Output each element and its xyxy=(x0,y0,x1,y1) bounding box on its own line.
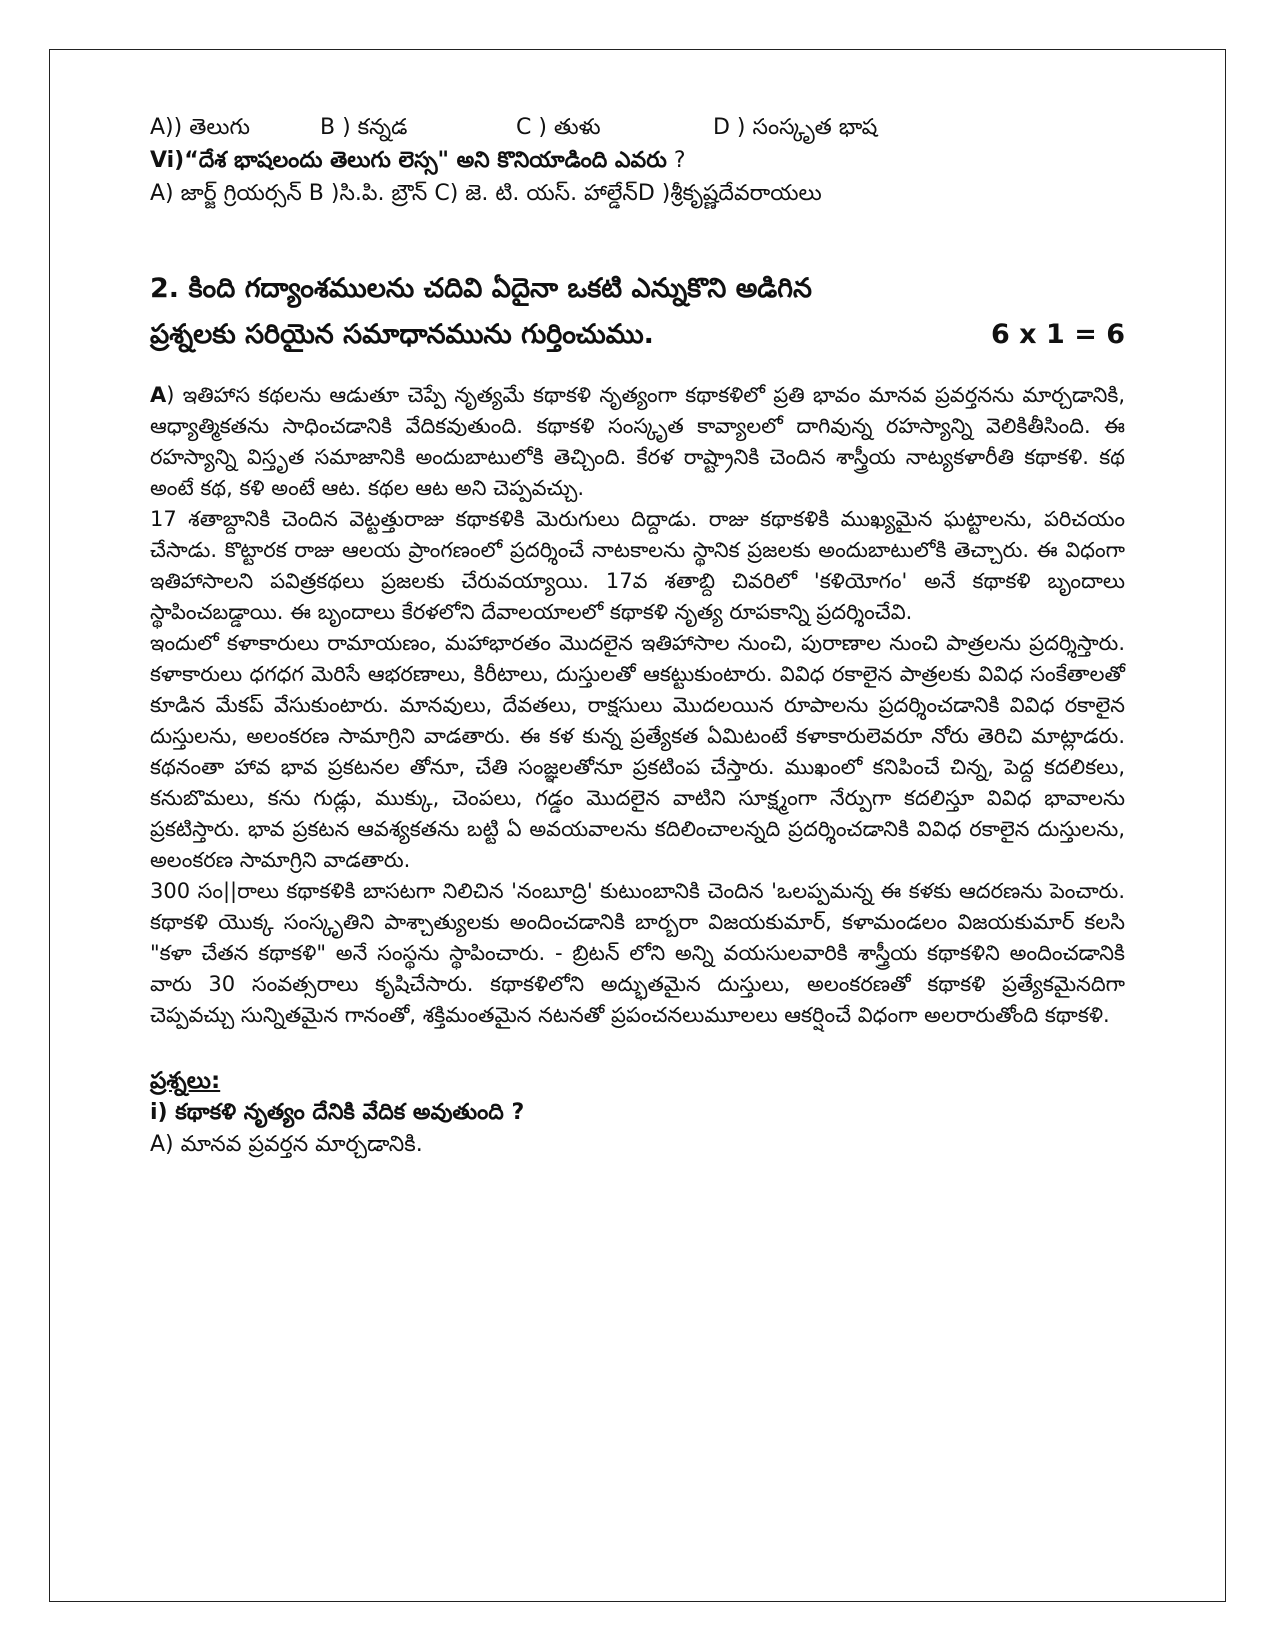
section-2-heading-line2 xyxy=(150,312,1125,358)
q5-option-d: D ) సంస్కృత భాష xyxy=(713,115,878,140)
passage xyxy=(150,380,1125,1031)
section-2-marks: 6 x 1 = 6 xyxy=(991,319,1125,350)
passage-paragraph-1-text: ) ఇతిహాస కథలను ఆడుతూ చెప్పే నృత్యమే కథాకళి నృత్యంగా కథాకళిలో ప్రతి భావం మానవ ప్రవర్తనను మార్చడానికి, ఆధ్యాత్మికతను సాధించడానికి వేదికవుతుంది. కథాకళి సంస్కృత కావ్యాలలో దాగివున్న రహస్యాన్ని వెలికితీసింది. ఈ రహస్యాన్ని విస్తృత సమాజానికి అందుబాటులోకి తెచ్చింది. కేరళ రాష్ట్రానికి చెందిన శాస్త్రీయ నాట్యకళారీతి కథాకళి. కథ అంటే కథ, కళి అంటే ఆట. కథల ఆట అని చెప్పవచ్చు. xyxy=(150,383,1125,500)
question-1: i) కథాకళి నృత్యం దేనికి వేదిక అవుతుంది ? xyxy=(150,1100,525,1125)
document-content xyxy=(150,112,1125,1161)
section-2-heading-text: ప్రశ్నలకు సరియైన సమాధానమును గుర్తించుము. xyxy=(150,319,654,350)
q5-option-c: C ) తుళు xyxy=(516,115,601,140)
q5-options xyxy=(150,112,1125,144)
passage-label: A xyxy=(150,383,167,407)
passage-paragraph-2: 17 శతాబ్దానికి చెందిన వెట్టత్తురాజు కథాకళికి మెరుగులు దిద్దాడు. రాజు కథాకళికి ముఖ్యమైన ఘట్టాలను, పరిచయం చేసాడు. కొట్టారక రాజు ఆలయ ప్రాంగణంలో ప్రదర్శించే నాటకాలను స్థానిక ప్రజలకు అందుబాటులోకి తెచ్చారు. ఈ విధంగా ఇతిహాసాలని పవిత్రకథలు ప్రజలకు చేరువయ్యాయి. 17వ శతాబ్ది చివరిలో 'కళియోగం' అనే కథాకళి బృందాలు స్థాపించబడ్డాయి. ఈ బృందాలు కేరళలోని దేవాలయాలలో కథాకళి నృత్య రూపకాన్ని ప్రదర్శించేవి. xyxy=(150,507,1125,624)
question-1-answer: A) మానవ ప్రవర్తన మార్చడానికి. xyxy=(150,1132,423,1157)
question-6-options: A) జార్జ్ గ్రియర్సన్ B )సి.పి. బ్రౌన్ C) జె. టి. యస్. హాల్డేన్D )శ్రీకృష్ణదేవరాయలు xyxy=(150,181,822,206)
q5-option-a: A)) తెలుగు xyxy=(150,115,250,140)
passage-paragraph-1 xyxy=(150,380,1125,504)
passage-paragraph-4: 300 సం||రాలు కథాకళికి బాసటగా నిలిచిన 'నంబూద్రి' కుటుంబానికి చెందిన 'ఒలప్పమన్న ఈ కళకు ఆదరణను పెంచారు. కథాకళి యొక్క సంస్కృతిని పాశ్చాత్యులకు అందించడానికి బార్బరా విజయకుమార్, కళామండలం విజయకుమార్ కలసి "కళా చేతన కథాకళి" అనే సంస్థను స్థాపించారు. - బ్రిటన్ లోని అన్ని వయసులవారికి శాస్త్రీయ కథాకళిని అందించడానికి వారు 30 సంవత్సరాలు కృషిచేసారు. కథాకళిలోని అద్భుతమైన దుస్తులు, అలంకరణతో కథాకళి ప్రత్యేకమైనదిగా చెప్పవచ్చు సున్నితమైన గానంతో, శక్తిమంతమైన నటనతో ప్రపంచనలుమూలలు ఆకర్షించే విధంగా అలరారుతోంది కథాకళి. xyxy=(150,879,1125,1027)
section-2-heading xyxy=(150,266,1125,358)
section-2-heading-line1: 2. కింది గద్యాంశములను చదివి ఏదైనా ఒకటి ఎన్నుకొని అడిగిన xyxy=(150,273,812,304)
question-6 xyxy=(150,144,1125,178)
questions-heading: ప్రశ్నలు: xyxy=(150,1068,221,1094)
question-6-mark: ? xyxy=(666,148,686,173)
question-6-text: Vi)“దేశ భాషలందు తెలుగు లెస్స" అని కొనియాడింది ఎవరు xyxy=(150,148,667,173)
passage-paragraph-3: ఇందులో కళాకారులు రామాయణం, మహాభారతం మొదలైన ఇతిహాసాల నుంచి, పురాణాల నుంచి పాత్రలను ప్రదర్శిస్తారు. కళాకారులు ధగధగ మెరిసే ఆభరణాలు, కిరీటాలు, దుస్తులతో ఆకట్టుకుంటారు. వివిధ రకాలైన పాత్రలకు వివిధ సంకేతాలతో కూడిన మేకప్ వేసుకుంటారు. మానవులు, దేవతలు, రాక్షసులు మొదలయిన రూపాలను ప్రదర్శించడానికి వివిధ రకాలైన దుస్తులను, అలంకరణ సామాగ్రిని వాడతారు. ఈ కళ కున్న ప్రత్యేకత ఏమిటంటే కళాకారులెవరూ నోరు తెరిచి మాట్లాడరు. కథనంతా హావ భావ ప్రకటనల తోనూ, చేతి సంజ్ఞలతోనూ ప్రకటింప చేస్తారు. ముఖంలో కనిపించే చిన్న, పెద్ద కదలికలు, కనుబొమలు, కను గుడ్లు, ముక్కు, చెంపలు, గడ్డం మొదలైన వాటిని సూక్ష్మంగా నేర్పుగా కదలిస్తూ వివిధ భావాలను ప్రకటిస్తారు. భావ ప్రకటన ఆవశ్యకతను బట్టి ఏ అవయవాలను కదిలించాలన్నది ప్రదర్శించడానికి వివిధ రకాలైన దుస్తులను, అలంకరణ సామాగ్రిని వాడతారు. xyxy=(150,631,1125,872)
q5-option-b: B ) కన్నడ xyxy=(320,115,408,140)
